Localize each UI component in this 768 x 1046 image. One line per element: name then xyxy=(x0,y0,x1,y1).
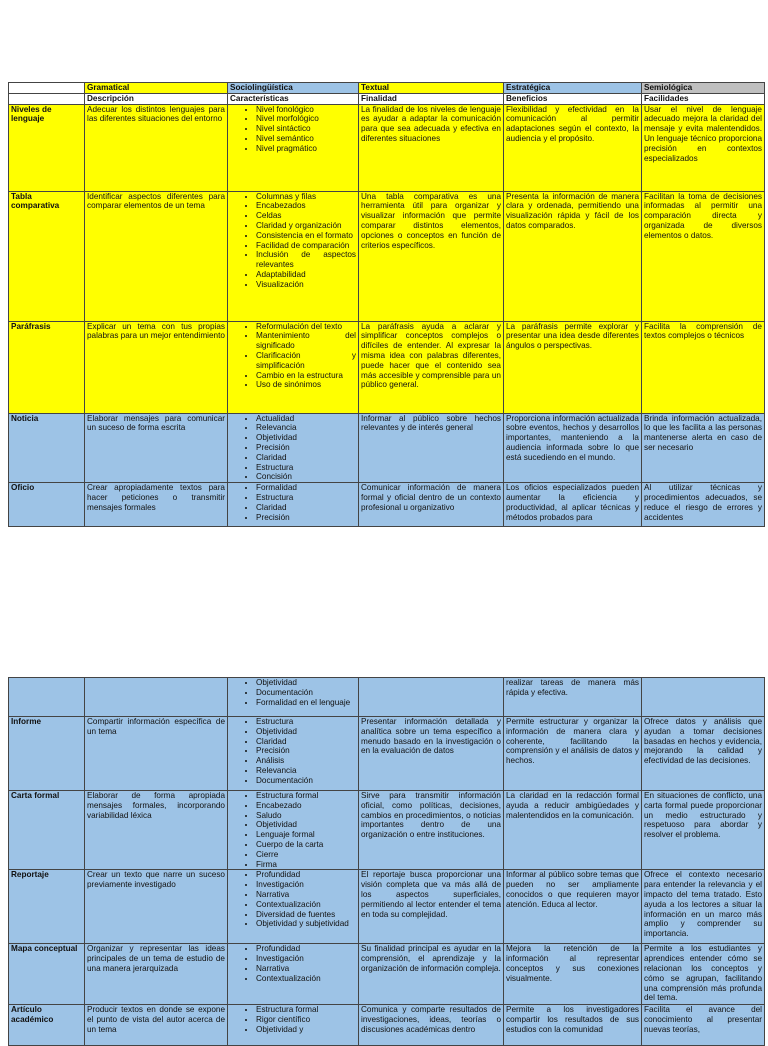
comparison-table-top xyxy=(8,82,765,527)
list-item: • Contextualización xyxy=(256,900,356,910)
list-item: • Nivel fonológico xyxy=(256,105,356,115)
cell-descripcion: Compartir información específica de un tema xyxy=(85,717,228,791)
list-item: • Objetividad y xyxy=(256,1025,356,1035)
list-item: • Estructura xyxy=(256,717,356,727)
list-item: • Uso de sinónimos xyxy=(256,380,356,390)
list-item: • Precisión xyxy=(256,443,356,453)
cell-beneficios: Permite estructurar y organizar la información de manera clara y coherente, facilitando la comprensión y el análisis de datos y hechos. xyxy=(504,717,642,791)
list-item: • Profundidad xyxy=(256,870,356,880)
cell-caracteristicas xyxy=(228,321,359,413)
cell-facilidades: Ofrece el contexto necesario para entender la relevancia y el impacto del tema tratado. Esto ayuda a los lectores a situar la información en un marco más amplio y comprender su importancia. xyxy=(642,870,765,944)
cell-beneficios: La paráfrasis permite explorar y presentar una idea desde diferentes ángulos o perspectivas. xyxy=(504,321,642,413)
cell-facilidades: Brinda información actualizada, lo que les facilita a las personas mantenerse alerta en caso de ser necesario xyxy=(642,413,765,483)
col-header-estrategica: Estratégica xyxy=(504,83,642,94)
list-item: • Documentación xyxy=(256,776,356,786)
cell-descripcion: Adecuar los distintos lenguajes para las diferentes situaciones del entorno xyxy=(85,104,228,191)
subheader-corner xyxy=(9,93,85,104)
cell-beneficios: Permite a los investigadores compartir los resultados de sus estudios con la comunidad xyxy=(504,1005,642,1046)
list-item: • Adaptabilidad xyxy=(256,270,356,280)
row-label: Oficio xyxy=(9,483,85,527)
list-item: • Objetividad xyxy=(256,678,356,688)
list-item: • Relevancia xyxy=(256,423,356,433)
list-item: • Lenguaje formal xyxy=(256,830,356,840)
list-item: • Inclusión de aspectos relevantes xyxy=(256,250,356,270)
cell-beneficios: realizar tareas de manera más rápida y efectiva. xyxy=(504,678,642,717)
list-item: • Cuerpo de la carta xyxy=(256,840,356,850)
cell-facilidades xyxy=(642,678,765,717)
table-row xyxy=(9,944,765,1005)
list-item: • Claridad xyxy=(256,737,356,747)
subheader-finalidad: Finalidad xyxy=(359,93,504,104)
list-item: • Facilidad de comparación xyxy=(256,241,356,251)
list-item: • Análisis xyxy=(256,756,356,766)
cell-caracteristicas xyxy=(228,413,359,483)
row-label: Noticia xyxy=(9,413,85,483)
header-corner xyxy=(9,83,85,94)
list-item: • Formalidad xyxy=(256,483,356,493)
cell-descripcion: Explicar un tema con tus propias palabras para un mejor entendimiento xyxy=(85,321,228,413)
table-row xyxy=(9,413,765,483)
cell-facilidades: Facilita el avance del conocimiento al presentar nuevas teorías, xyxy=(642,1005,765,1046)
table-row xyxy=(9,1005,765,1046)
col-header-textual: Textual xyxy=(359,83,504,94)
comparison-table-bottom xyxy=(8,677,765,1046)
bullet-list xyxy=(230,105,356,154)
list-item: • Actualidad xyxy=(256,414,356,424)
list-item: • Claridad xyxy=(256,503,356,513)
cell-caracteristicas xyxy=(228,104,359,191)
list-item: • Estructura xyxy=(256,493,356,503)
table-row xyxy=(9,321,765,413)
cell-finalidad: Informar al público sobre hechos relevantes y de interés general xyxy=(359,413,504,483)
cell-descripcion: Crear un texto que narre un suceso previamente investigado xyxy=(85,870,228,944)
row-label: Tabla comparativa xyxy=(9,191,85,321)
list-item: • Celdas xyxy=(256,211,356,221)
list-item: • Nivel morfológico xyxy=(256,114,356,124)
cell-caracteristicas xyxy=(228,1005,359,1046)
cell-finalidad: Una tabla comparativa es una herramienta útil para organizar y visualizar información que permite comparar distintos elementos, opciones o conceptos en función de criterios específicos. xyxy=(359,191,504,321)
list-item: • Investigación xyxy=(256,954,356,964)
cell-finalidad: La finalidad de los niveles de lenguaje es ayudar a adaptar la comunicación para que sea adecuada y efectiva en diferentes situaciones xyxy=(359,104,504,191)
list-item: • Documentación xyxy=(256,688,356,698)
list-item: • Encabezados xyxy=(256,201,356,211)
list-item: • Estructura formal xyxy=(256,1005,356,1015)
list-item: • Objetividad xyxy=(256,727,356,737)
list-item: • Rigor científico xyxy=(256,1015,356,1025)
cell-caracteristicas xyxy=(228,944,359,1005)
table-top-body xyxy=(9,104,765,527)
cell-beneficios: Informar al público sobre temas que pueden no ser ampliamente conocidos o que requieren mayor atención. Educa al lector. xyxy=(504,870,642,944)
cell-descripcion: Crear apropiadamente textos para hacer peticiones o transmitir mensajes formales xyxy=(85,483,228,527)
table-row xyxy=(9,717,765,791)
cell-facilidades: Usar el nivel de lenguaje adecuado mejora la claridad del mensaje y evita malentendidos. Un lenguaje técnico proporciona precisión en contextos especializados xyxy=(642,104,765,191)
cell-caracteristicas xyxy=(228,870,359,944)
col-header-sociolinguistica: Sociolingüística xyxy=(228,83,359,94)
row-label xyxy=(9,678,85,717)
cell-beneficios: La claridad en la redacción formal ayuda a reducir ambigüedades y malentendidos en la comunicación. xyxy=(504,791,642,870)
bullet-list xyxy=(230,678,356,707)
cell-facilidades: Permite a los estudiantes y aprendices entender cómo se relacionan los conceptos y cómo se agrupan, facilitando una comprensión más profunda del tema. xyxy=(642,944,765,1005)
table-row xyxy=(9,104,765,191)
cell-beneficios: Flexibilidad y efectividad en la comunicación al permitir adaptaciones según el contexto, la audiencia y el propósito. xyxy=(504,104,642,191)
list-item: • Nivel sintáctico xyxy=(256,124,356,134)
header-row xyxy=(9,83,765,94)
row-label: Artículo académico xyxy=(9,1005,85,1046)
bullet-list xyxy=(230,944,356,983)
list-item: • Relevancia xyxy=(256,766,356,776)
bullet-list xyxy=(230,483,356,522)
row-label: Carta formal xyxy=(9,791,85,870)
cell-descripcion: Organizar y representar las ideas principales de un tema de estudio de una manera jerarquizada xyxy=(85,944,228,1005)
list-item: • Nivel semántico xyxy=(256,134,356,144)
subheader-beneficios: Beneficios xyxy=(504,93,642,104)
list-item: • Clarificación y simplificación xyxy=(256,351,356,371)
cell-finalidad xyxy=(359,678,504,717)
cell-descripcion: Identificar aspectos diferentes para comparar elementos de un tema xyxy=(85,191,228,321)
list-item: • Claridad y organización xyxy=(256,221,356,231)
list-item: • Objetividad y subjetividad xyxy=(256,919,356,929)
bullet-list xyxy=(230,1005,356,1034)
cell-descripcion: Elaborar mensajes para comunicar un suceso de forma escrita xyxy=(85,413,228,483)
list-item: • Objetividad xyxy=(256,433,356,443)
col-header-semiologica: Semiológica xyxy=(642,83,765,94)
bullet-list xyxy=(230,414,356,483)
cell-beneficios: Presenta la información de manera clara y ordenada, permitiendo una visualización rápida y fácil de los datos comparados. xyxy=(504,191,642,321)
list-item: • Narrativa xyxy=(256,964,356,974)
cell-caracteristicas xyxy=(228,191,359,321)
cell-caracteristicas xyxy=(228,717,359,791)
list-item: • Reformulación del texto xyxy=(256,322,356,332)
list-item: • Mantenimiento del significado xyxy=(256,331,356,351)
cell-finalidad: Su finalidad principal es ayudar en la comprensión, el aprendizaje y la organización de información compleja. xyxy=(359,944,504,1005)
table-row xyxy=(9,678,765,717)
list-item: • Firma xyxy=(256,860,356,870)
cell-caracteristicas xyxy=(228,678,359,717)
list-item: • Columnas y filas xyxy=(256,192,356,202)
table-row xyxy=(9,870,765,944)
list-item: • Formalidad en el lenguaje xyxy=(256,698,356,708)
table-row xyxy=(9,483,765,527)
list-item: • Cierre xyxy=(256,850,356,860)
cell-finalidad: La paráfrasis ayuda a aclarar y simplificar conceptos complejos o difíciles de entender. Al expresar la misma idea con palabras diferentes, puede hacer que el contenido sea más accesible y comprensible para un público general. xyxy=(359,321,504,413)
list-item: • Narrativa xyxy=(256,890,356,900)
table-bottom-body xyxy=(9,678,765,1046)
bullet-list xyxy=(230,192,356,290)
list-item: • Nivel pragmático xyxy=(256,144,356,154)
row-label: Informe xyxy=(9,717,85,791)
cell-finalidad: El reportaje busca proporcionar una visión completa que va más allá de los aspectos superficiales, permitiendo al lector entender el tema en toda su complejidad. xyxy=(359,870,504,944)
bullet-list xyxy=(230,717,356,786)
cell-facilidades: Ofrece datos y análisis que ayudan a tomar decisiones basadas en hechos y evidencia, mejorando la calidad y efectividad de las decisiones. xyxy=(642,717,765,791)
list-item: • Precisión xyxy=(256,746,356,756)
cell-caracteristicas xyxy=(228,791,359,870)
cell-facilidades: Facilitan la toma de decisiones informadas al permitir una comparación directa y organizada de diversos elementos o datos. xyxy=(642,191,765,321)
cell-facilidades: En situaciones de conflicto, una carta formal puede proporcionar un medio estructurado y respetuoso para abordar y resolver el problema. xyxy=(642,791,765,870)
subheader-row xyxy=(9,93,765,104)
row-label: Paráfrasis xyxy=(9,321,85,413)
bullet-list xyxy=(230,322,356,391)
cell-finalidad: Presentar información detallada y analítica sobre un tema específico a menudo basado en la investigación o en la evaluación de datos xyxy=(359,717,504,791)
list-item: • Encabezado xyxy=(256,801,356,811)
cell-finalidad: Comunica y comparte resultados de investigaciones, ideas, teorías o discusiones académicas dentro xyxy=(359,1005,504,1046)
list-item: • Concisión xyxy=(256,472,356,482)
list-item: • Diversidad de fuentes xyxy=(256,910,356,920)
subheader-descripcion: Descripción xyxy=(85,93,228,104)
list-item: • Cambio en la estructura xyxy=(256,371,356,381)
table-row xyxy=(9,191,765,321)
bullet-list xyxy=(230,870,356,929)
table-row xyxy=(9,791,765,870)
list-item: • Estructura formal xyxy=(256,791,356,801)
cell-beneficios: Mejora la retención de la información al representar conceptos y sus conexiones visualmente. xyxy=(504,944,642,1005)
list-item: • Consistencia en el formato xyxy=(256,231,356,241)
cell-facilidades: Facilita la comprensión de textos complejos o técnicos xyxy=(642,321,765,413)
cell-beneficios: Proporciona información actualizada sobre eventos, hechos y desarrollos importantes, manteniendo a la audiencia informada sobre lo que está sucediendo en el mundo. xyxy=(504,413,642,483)
bullet-list xyxy=(230,791,356,869)
row-label: Mapa conceptual xyxy=(9,944,85,1005)
cell-finalidad: Comunicar información de manera formal y oficial dentro de un contexto profesional u organizativo xyxy=(359,483,504,527)
list-item: • Objetividad xyxy=(256,820,356,830)
list-item: • Saludo xyxy=(256,811,356,821)
col-header-gramatical: Gramatical xyxy=(85,83,228,94)
row-label: Reportaje xyxy=(9,870,85,944)
cell-caracteristicas xyxy=(228,483,359,527)
cell-finalidad: Sirve para transmitir información oficial, como políticas, decisiones, cambios en procedimientos, o noticias importantes dentro de una organización o entre instituciones. xyxy=(359,791,504,870)
list-item: • Precisión xyxy=(256,513,356,523)
list-item: • Visualización xyxy=(256,280,356,290)
cell-descripcion xyxy=(85,678,228,717)
list-item: • Investigación xyxy=(256,880,356,890)
row-label: Niveles de lenguaje xyxy=(9,104,85,191)
list-item: • Contextualización xyxy=(256,974,356,984)
subheader-caracteristicas: Características xyxy=(228,93,359,104)
list-item: • Estructura xyxy=(256,463,356,473)
list-item: • Profundidad xyxy=(256,944,356,954)
list-item: • Claridad xyxy=(256,453,356,463)
cell-descripcion: Producir textos en donde se expone el punto de vista del autor acerca de un tema xyxy=(85,1005,228,1046)
subheader-facilidades: Facilidades xyxy=(642,93,765,104)
cell-beneficios: Los oficios especializados pueden aumentar la eficiencia y productividad, al aplicar técnicas y métodos probados para xyxy=(504,483,642,527)
cell-facilidades: Al utilizar técnicas y procedimientos adecuados, se reduce el riesgo de errores y accidentes xyxy=(642,483,765,527)
cell-descripcion: Elaborar de forma apropiada mensajes formales, incorporando variabilidad léxica xyxy=(85,791,228,870)
